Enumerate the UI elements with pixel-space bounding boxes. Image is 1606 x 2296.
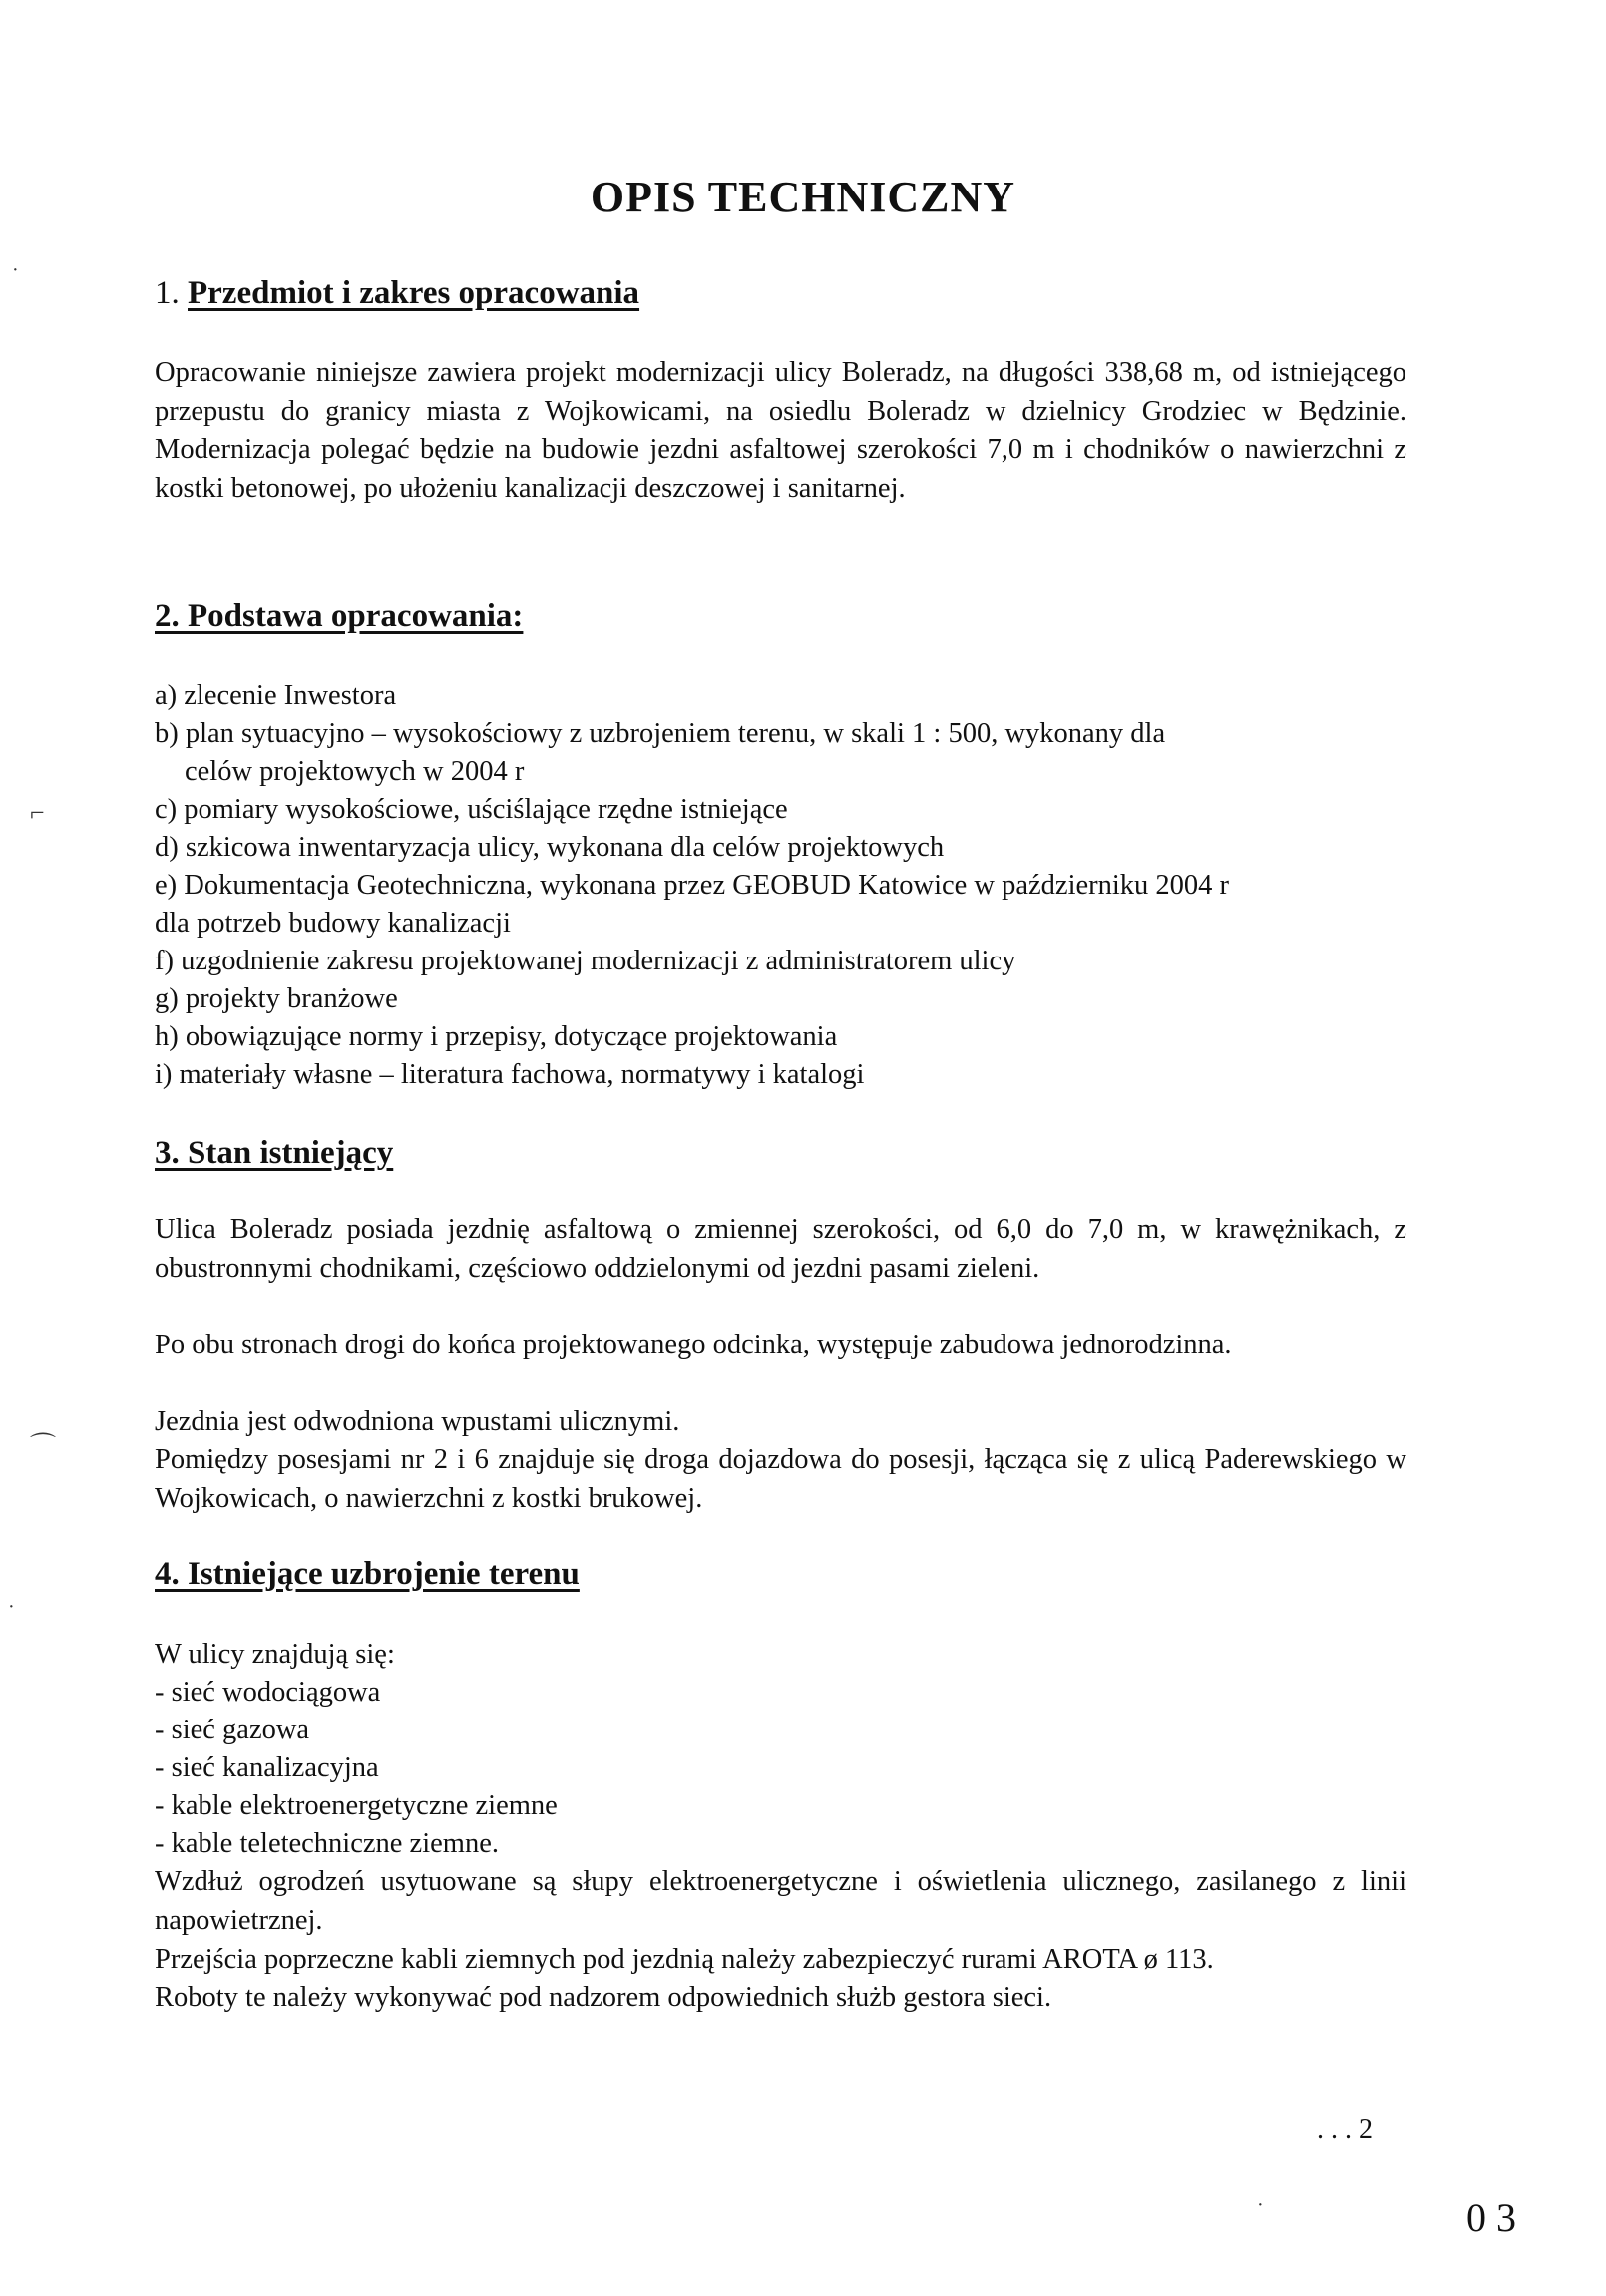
section1-heading xyxy=(155,275,639,312)
list-item: - kable teletechniczne ziemne. xyxy=(155,1828,499,1859)
list-item: celów projektowych w 2004 r xyxy=(185,756,525,787)
section1-title: Przedmiot i zakres opracowania xyxy=(188,275,640,311)
section4-intro: W ulicy znajdują się: xyxy=(155,1639,395,1670)
section3-title: 3. Stan istniejący xyxy=(155,1135,394,1171)
scan-speck: · xyxy=(1257,2194,1264,2216)
list-item: b) plan sytuacyjno – wysokościowy z uzbrojeniem terenu, w skali 1 : 500, wykonany dla xyxy=(155,718,1166,749)
section4-paragraph-2: Przejścia poprzeczne kabli ziemnych pod jezdnią należy zabezpieczyć rurami AROTA ø 113. xyxy=(155,1944,1214,1975)
list-item: - sieć gazowa xyxy=(155,1715,310,1745)
section1-number: 1. xyxy=(155,275,180,311)
scan-speck: ⌐ xyxy=(30,798,45,827)
section3-paragraph-3: Jezdnia jest odwodniona wpustami ulicznymi. xyxy=(155,1406,680,1437)
list-item: h) obowiązujące normy i przepisy, dotyczące projektowania xyxy=(155,1021,838,1052)
list-item: - kable elektroenergetyczne ziemne xyxy=(155,1790,558,1821)
page-number: . . . 2 xyxy=(1317,2114,1373,2145)
scan-speck: · xyxy=(12,259,19,281)
list-item: c) pomiary wysokościowe, uściślające rzędne istniejące xyxy=(155,794,788,825)
section1-paragraph: Opracowanie niniejsze zawiera projekt modernizacji ulicy Boleradz, na długości 338,68 m, od istniejącego przepustu do granicy miasta z Wojkowicami, na osiedlu Boleradz w dzielnicy Grodziec w Będzinie. Modernizacja polegać będzie na budowie jezdni asfaltowej szerokości 7,0 m i chodników o nawierzchni z kostki betonowej, po ułożeniu kanalizacji deszczowej i sanitarnej. xyxy=(155,357,1406,504)
section2-heading xyxy=(155,598,523,635)
section3-heading xyxy=(155,1135,393,1172)
section3-paragraph-1: Ulica Boleradz posiada jezdnię asfaltową o zmiennej szerokości, od 6,0 do 7,0 m, w krawężnikach, z obustronnymi chodnikami, częściowo oddzielonymi od jezdni pasami zieleni. xyxy=(155,1214,1406,1284)
list-item: d) szkicowa inwentaryzacja ulicy, wykonana dla celów projektowych xyxy=(155,832,945,863)
section4-heading xyxy=(155,1556,580,1593)
section3-paragraph-4: Pomiędzy posesjami nr 2 i 6 znajduje się droga dojazdowa do posesji, łącząca się z ulicą Paderewskiego w Wojkowicach, o nawierzchni z kostki brukowej. xyxy=(155,1444,1406,1514)
list-item: f) uzgodnienie zakresu projektowanej modernizacji z administratorem ulicy xyxy=(155,946,1016,976)
section3-paragraph-2: Po obu stronach drogi do końca projektowanego odcinka, występuje zabudowa jednorodzinna. xyxy=(155,1330,1232,1360)
section2-title: 2. Podstawa opracowania: xyxy=(155,598,524,634)
list-item: g) projekty branżowe xyxy=(155,983,398,1014)
list-item: a) zlecenie Inwestora xyxy=(155,680,397,711)
list-item: dla potrzeb budowy kanalizacji xyxy=(155,908,511,939)
page-stamp: 0 3 xyxy=(1466,2195,1516,2240)
section4-paragraph-1: Wzdłuż ogrodzeń usytuowane są słupy elektroenergetyczne i oświetlenia ulicznego, zasilanego z linii napowietrznej. xyxy=(155,1866,1406,1936)
list-item: - sieć wodociągowa xyxy=(155,1677,381,1708)
list-item: i) materiały własne – literatura fachowa, normatywy i katalogi xyxy=(155,1059,865,1090)
section4-title: 4. Istniejące uzbrojenie terenu xyxy=(155,1556,580,1592)
page-title: OPIS TECHNICZNY xyxy=(590,173,1016,221)
scan-speck: ⌒ xyxy=(30,1432,57,1461)
list-item: - sieć kanalizacyjna xyxy=(155,1752,379,1783)
section4-paragraph-3: Roboty te należy wykonywać pod nadzorem odpowiednich służb gestora sieci. xyxy=(155,1982,1052,2013)
scan-speck: · xyxy=(8,1596,15,1618)
list-item: e) Dokumentacja Geotechniczna, wykonana przez GEOBUD Katowice w październiku 2004 r xyxy=(155,870,1230,901)
